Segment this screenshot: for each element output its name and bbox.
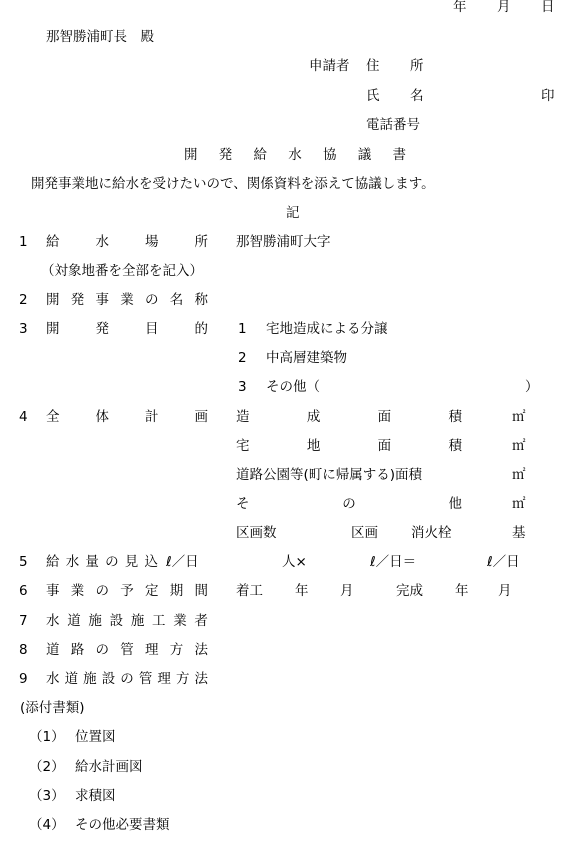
completion-month-label: 月 [498, 583, 512, 599]
construction-start-label: 着工 [236, 583, 263, 599]
completion-year-label: 年 [455, 583, 469, 599]
purpose-option-3-number: 3 [238, 379, 247, 395]
item-7-label: 水 道 施 設 施 工 業 者 [46, 613, 208, 629]
purpose-option-1-number: 1 [238, 321, 247, 337]
document-title: 開 発 給 水 協 議 書 [184, 147, 406, 163]
item-8-label: 道 路 の 管 理 方 法 [46, 642, 208, 658]
purpose-option-1-text: 宅地造成による分譲 [266, 321, 388, 337]
attachment-4-number: （4） [29, 817, 65, 833]
ki-heading: 記 [286, 205, 300, 221]
purpose-option-3-close: ） [525, 379, 539, 395]
plan-row-other-area: そ の 他 [236, 496, 462, 512]
plan-row-development-area: 造 成 面 積 [236, 409, 462, 425]
attachment-2-number: （2） [29, 759, 65, 775]
plan-row-road-park-area-unit: ㎡ [512, 467, 526, 483]
purpose-option-2-text: 中高層建築物 [266, 350, 347, 366]
attachment-4-text: その他必要書類 [75, 817, 170, 833]
date-year-label: 年 [453, 0, 467, 15]
date-month-label: 月 [497, 0, 511, 15]
item-9-number: 9 [19, 671, 28, 687]
plan-row-development-area-unit: ㎡ [512, 409, 526, 425]
hydrant-label: 消火栓 [411, 525, 452, 541]
item-3-number: 3 [19, 321, 28, 337]
per-person-unit: ℓ／日＝ [370, 554, 417, 570]
total-volume-unit: ℓ／日 [487, 554, 520, 570]
applicant-label: 申請者 [309, 58, 350, 74]
item-5-number: 5 [19, 554, 28, 570]
completion-label: 完成 [396, 583, 423, 599]
item-1-note: （対象地番を全部を記入） [41, 263, 203, 279]
name-label-1: 氏 [366, 88, 380, 104]
plan-row-residential-area-unit: ㎡ [512, 438, 526, 454]
item-7-number: 7 [19, 613, 28, 629]
plan-row-other-area-unit: ㎡ [512, 496, 526, 512]
hydrant-unit: 基 [512, 525, 526, 541]
attachment-2-text: 給水計画図 [75, 759, 143, 775]
purpose-option-2-number: 2 [238, 350, 247, 366]
phone-label: 電話番号 [366, 117, 420, 133]
item-4-label: 全 体 計 画 [46, 409, 208, 425]
item-1-number: 1 [19, 234, 28, 250]
attachment-3-text: 求積図 [75, 788, 116, 804]
attachments-heading: (添付書類) [20, 700, 85, 716]
plan-row-road-park-area: 道路公園等(町に帰属する)面積 [236, 467, 423, 483]
lot-count-label: 区画数 [236, 525, 277, 541]
date-day-label: 日 [541, 0, 555, 15]
item-9-label: 水 道 施 設 の 管 理 方 法 [46, 671, 208, 687]
persons-label: 人× [282, 554, 307, 570]
purpose-option-3-text: その他（ [266, 379, 320, 395]
attachment-3-number: （3） [29, 788, 65, 804]
name-label-2: 名 [410, 88, 424, 104]
item-4-number: 4 [19, 409, 28, 425]
intro-text: 開発事業地に給水を受けたいので、関係資料を添えて協議します。 [31, 176, 435, 192]
item-6-number: 6 [19, 583, 28, 599]
attachment-1-number: （1） [29, 729, 65, 745]
lot-unit: 区画 [351, 525, 378, 541]
seal-mark: 印 [541, 88, 555, 104]
start-month-label: 月 [340, 583, 354, 599]
item-8-number: 8 [19, 642, 28, 658]
address-label-1: 住 [366, 58, 380, 74]
plan-row-residential-area: 宅 地 面 積 [236, 438, 462, 454]
address-label-2: 所 [410, 58, 424, 74]
water-volume-unit: ℓ／日 [166, 554, 199, 570]
item-5-label: 給 水 量 の 見 込 [46, 554, 158, 570]
item-2-label: 開 発 事 業 の 名 称 [46, 292, 208, 308]
item-1-label: 給 水 場 所 [46, 234, 208, 250]
addressee: 那智勝浦町長 殿 [46, 29, 154, 45]
item-3-label: 開 発 目 的 [46, 321, 208, 337]
attachment-1-text: 位置図 [75, 729, 116, 745]
item-6-label: 事 業 の 予 定 期 間 [46, 583, 208, 599]
item-2-number: 2 [19, 292, 28, 308]
item-1-value: 那智勝浦町大字 [236, 234, 331, 250]
start-year-label: 年 [295, 583, 309, 599]
